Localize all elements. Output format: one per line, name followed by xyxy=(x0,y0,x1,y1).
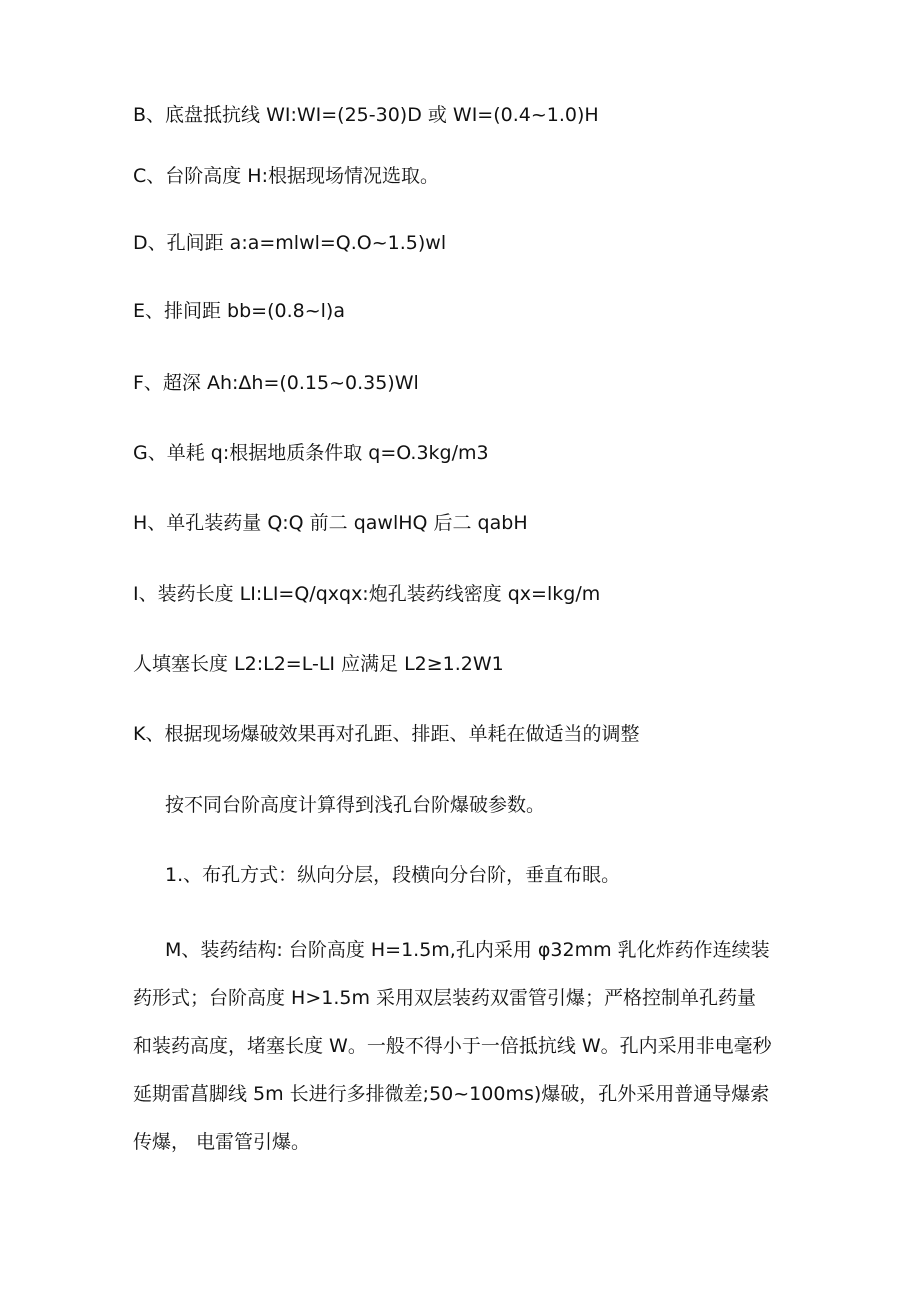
line-hole-layout: 1.、布孔方式：纵向分层，段横向分台阶，垂直布眼。 xyxy=(165,864,621,886)
line-g-powder-factor: G、单耗 q:根据地质条件取 q=O.3kg∕m3 xyxy=(133,442,489,464)
line-d-hole-spacing: D、孔间距 a:a=mlwl=Q.O~1.5)wl xyxy=(133,232,447,254)
line-parameters-intro: 按不同台阶高度计算得到浅孔台阶爆破参数。 xyxy=(165,794,546,816)
line-i-charge-length: I、装药长度 LI:LI=Q∕qxqx:炮孔装药线密度 qx=lkg∕m xyxy=(133,583,601,605)
line-k-adjustment: K、根据现场爆破效果再对孔距、排距、单耗在做适当的调整 xyxy=(133,723,640,745)
line-f-subdrilling: F、超深 Ah:Δh=(0.15~0.35)Wl xyxy=(133,372,419,394)
paragraph-line: 和装药高度，堵塞长度 W。一般不得小于一倍抵抗线 W。孔内采用非电毫秒 xyxy=(133,1035,772,1057)
line-c-bench-height: C、台阶高度 H:根据现场情况选取。 xyxy=(133,165,439,187)
charging-structure-paragraph xyxy=(133,926,803,1166)
line-j-stemming-length: 人填塞长度 L2:L2=L-LI 应满足 L2≥1.2W1 xyxy=(133,653,504,675)
paragraph-line: 延期雷菖脚线 5m 长进行多排微差;50~100ms)爆破，孔外采用普通导爆索 xyxy=(133,1083,770,1105)
line-b-bottom-burden: B、底盘抵抗线 WI:WI=(25-30)D 或 WI=(0.4~1.0)H xyxy=(133,104,599,126)
paragraph-line: 传爆， 电雷管引爆。 xyxy=(133,1131,311,1153)
paragraph-line: M、装药结构: 台阶高度 H=1.5m,孔内采用 φ32mm 乳化炸药作连续装 xyxy=(165,939,770,961)
paragraph-line: 药形式；台阶高度 H>1.5m 采用双层装药双雷管引爆；严格控制单孔药量 xyxy=(133,987,757,1009)
line-e-row-spacing: E、排间距 bb=(0.8~l)a xyxy=(133,300,345,322)
line-h-charge-per-hole: H、单孔装药量 Q:Q 前二 qawlHQ 后二 qabH xyxy=(133,512,528,534)
